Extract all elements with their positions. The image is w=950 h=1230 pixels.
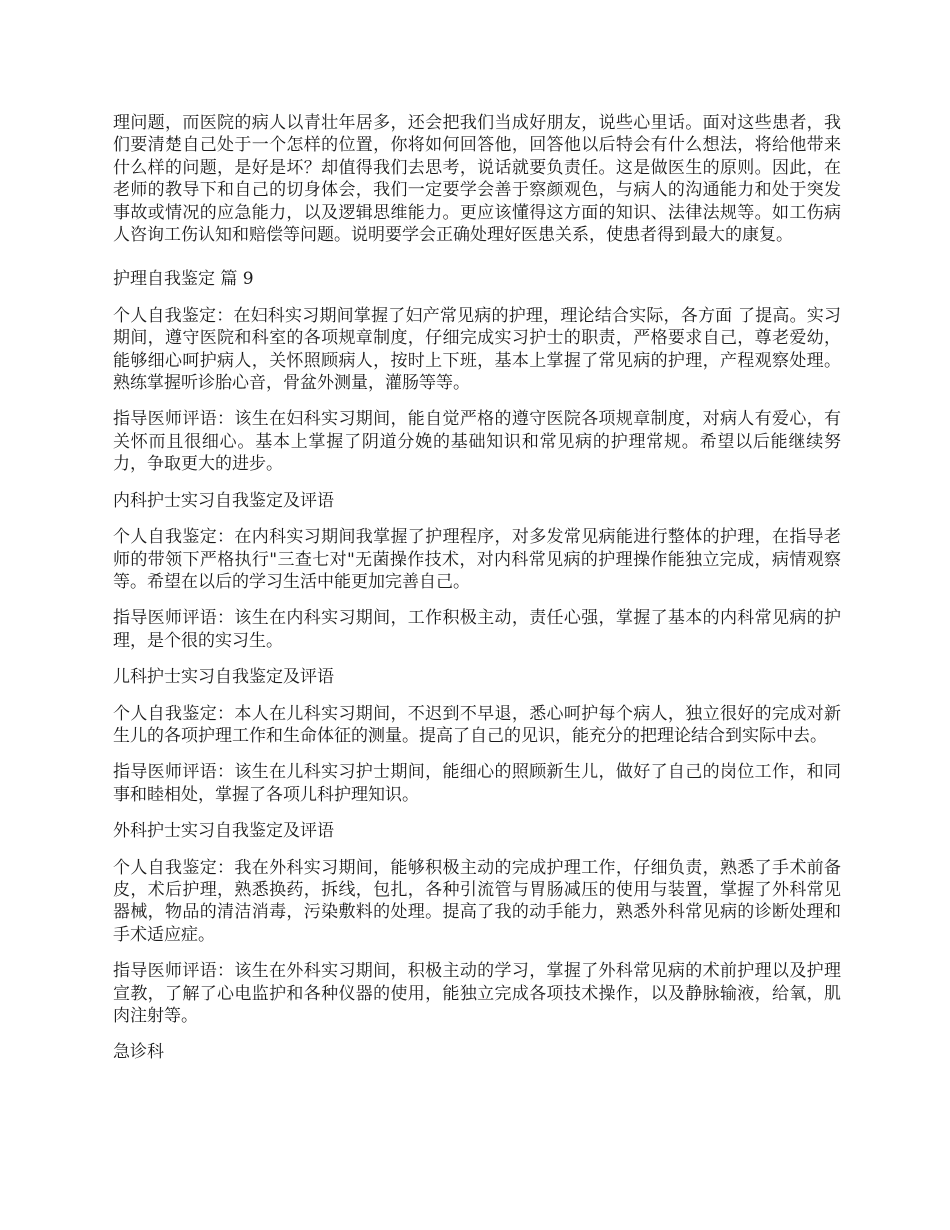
paragraph-internal-medicine-self-assessment: 个人自我鉴定：在内科实习期间我掌握了护理程序，对多发常见病能进行整体的护理，在指导老师的带领下严格执行"三查七对"无菌操作技术，对内科常见病的护理操作能独立完成，病情观察等。希望在以后的学习生活中能更加完善自己。	[113, 527, 841, 592]
document-page	[113, 112, 841, 1078]
paragraph-gynecology-instructor-comment: 指导医师评语：该生在妇科实习期间，能自觉严格的遵守医院各项规章制度，对病人有爱心，有关怀而且很细心。基本上掌握了阴道分娩的基础知识和常见病的护理常规。希望以后能继续努力，争取更大的进步。	[113, 409, 841, 475]
paragraph-intro: 理问题，而医院的病人以青壮年居多，还会把我们当成好朋友，说些心里话。面对这些患者，我们要清楚自己处于一个怎样的位置，你将如何回答他，回答他以后特会有什么想法，将给他带来什么样的问题，是好是坏？却值得我们去思考，说话就要负责任。这是做医生的原则。因此，在老师的教导下和自己的切身体会，我们一定要学会善于察颜观色，与病人的沟通能力和处于突发事故或情况的应急能力，以及逻辑思维能力。更应该懂得这方面的知识、法律法规等。如工伤病人咨询工伤认知和赔偿等问题。说明要学会正确处理好医患关系，使患者得到最大的康复。	[113, 113, 841, 246]
section-heading-internal-medicine: 内科护士实习自我鉴定及评语	[113, 490, 334, 511]
paragraph-gynecology-self-assessment: 个人自我鉴定：在妇科实习期间掌握了妇产常见病的护理，理论结合实际，各方面 了提高。实习期间，遵守医院和科室的各项规章制度，仔细完成实习护士的职责，严格要求自己，尊老爱幼，能够细心呵护病人，关怀照顾病人，按时上下班，基本上掌握了常见病的护理，产程观察处理。熟练掌握听诊胎心音，骨盆外测量，灌肠等等。	[113, 305, 841, 394]
section-heading-nursing-self-assessment-9: 护理自我鉴定 篇 9	[113, 269, 254, 290]
paragraph-internal-medicine-instructor-comment: 指导医师评语：该生在内科实习期间，工作积极主动，责任心强，掌握了基本的内科常见病的护理，是个很的实习生。	[113, 608, 841, 651]
section-heading-emergency: 急诊科	[113, 1042, 164, 1063]
section-heading-pediatrics: 儿科护士实习自我鉴定及评语	[113, 667, 334, 688]
paragraph-surgery-self-assessment: 个人自我鉴定：我在外科实习期间，能够积极主动的完成护理工作，仔细负责，熟悉了手术前备皮，术后护理，熟悉换药，拆线，包扎，各种引流管与胃肠减压的使用与装置，掌握了外科常见器械，物品的清洁消毒，污染敷料的处理。提高了我的动手能力，熟悉外科常见病的诊断处理和手术适应症。	[113, 857, 841, 945]
paragraph-surgery-instructor-comment: 指导医师评语：该生在外科实习期间，积极主动的学习，掌握了外科常见病的术前护理以及护理宣教，了解了心电监护和各种仪器的使用，能独立完成各项技术操作，以及静脉输液，给氧，肌肉注射等。	[113, 961, 841, 1026]
paragraph-pediatrics-instructor-comment: 指导医师评语：该生在儿科实习护士期间，能细心的照顾新生儿，做好了自己的岗位工作，和同事和睦相处，掌握了各项儿科护理知识。	[113, 762, 841, 805]
section-heading-surgery: 外科护士实习自我鉴定及评语	[113, 821, 334, 842]
paragraph-pediatrics-self-assessment: 个人自我鉴定：本人在儿科实习期间，不迟到不早退，悉心呵护每个病人，独立很好的完成对新生儿的各项护理工作和生命体征的测量。提高了自己的见识，能充分的把理论结合到实际中去。	[113, 703, 841, 746]
